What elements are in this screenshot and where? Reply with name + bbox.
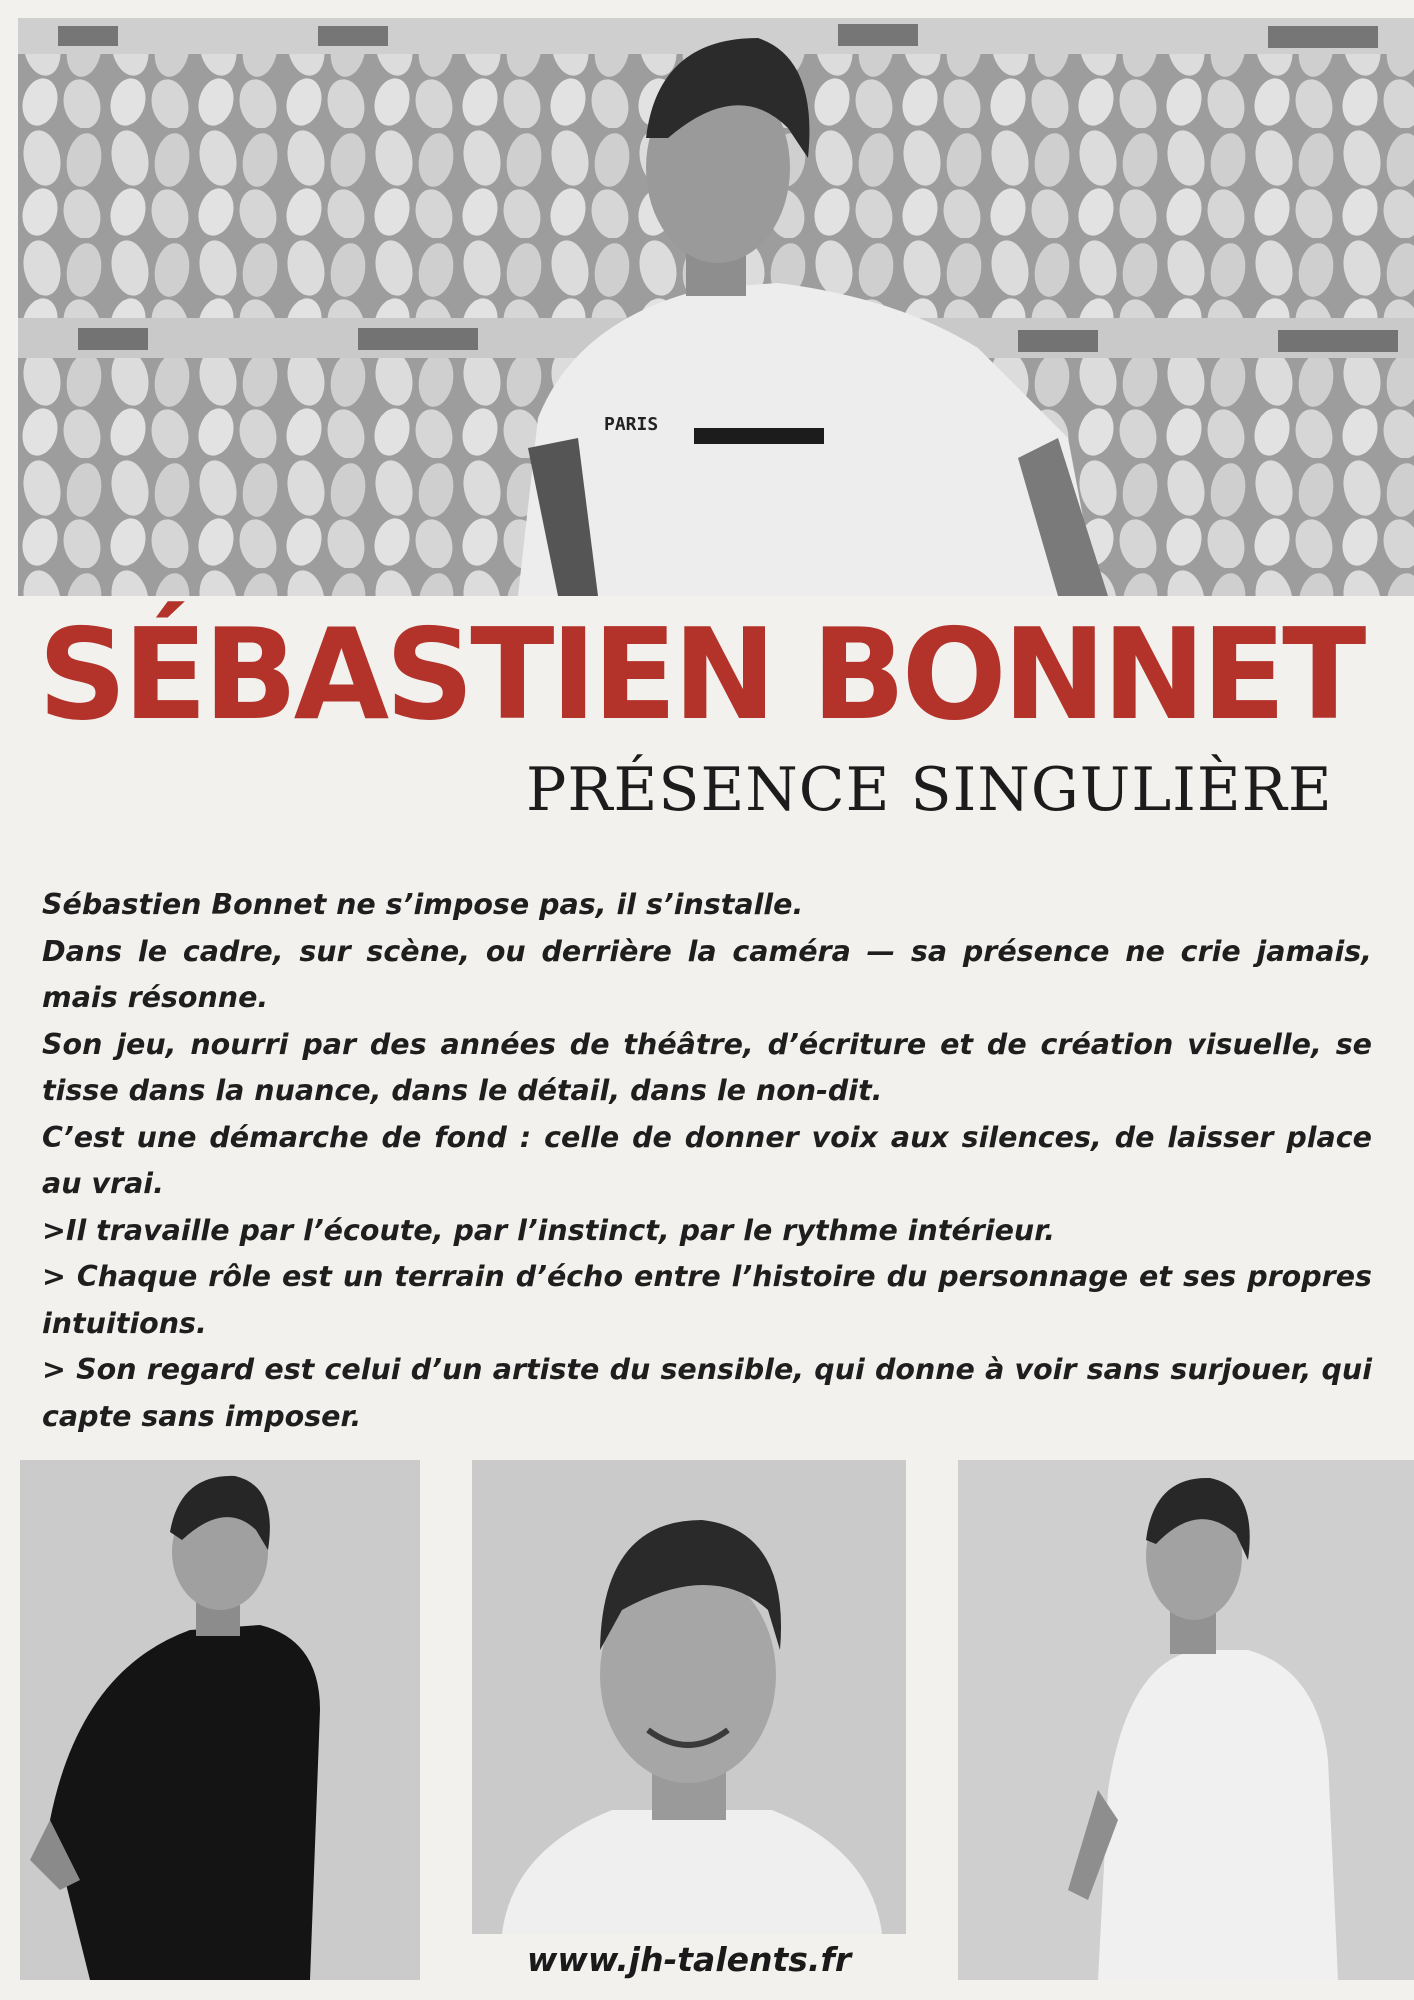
hero-shirt-text: PARIS (604, 414, 659, 435)
bio-paragraph: Sébastien Bonnet ne s’impose pas, il s’installe. (42, 888, 804, 921)
hero-photo-illustration (18, 18, 1414, 596)
bio-paragraph: > Son regard est celui d’un artiste du sensible, qui donne à voir sans surjouer, qui capte sans imposer. (42, 1353, 1372, 1433)
website-link[interactable]: www.jh-talents.fr (526, 1940, 852, 1979)
portrait-photo-smiling (472, 1460, 906, 1934)
bio-paragraph: C’est une démarche de fond : celle de donner voix aux silences, de laisser place au vrai. (42, 1120, 1372, 1200)
portrait-photo-looking-up (958, 1460, 1414, 1980)
bio-paragraph: Son jeu, nourri par des années de théâtre, d’écriture et de création visuelle, se tisse dans la nuance, dans le détail, dans le non-dit. (42, 1027, 1372, 1107)
bio-paragraph: >Il travaille par l’écoute, par l’instinct, par le rythme intérieur. (42, 1213, 1056, 1247)
actor-name-title: SÉBASTIEN BONNET (38, 601, 1363, 748)
photo-illustration-center (472, 1460, 906, 1934)
photo-illustration-right (958, 1460, 1414, 1980)
bio-paragraph: > Chaque rôle est un terrain d’écho entre l’histoire du personnage et ses propres intuitions. (42, 1260, 1372, 1340)
portrait-photo-dark-shirt (20, 1460, 420, 1980)
bio-text (42, 882, 1372, 1440)
tagline: PRÉSENCE SINGULIÈRE (526, 755, 1333, 825)
bio-paragraph: Dans le cadre, sur scène, ou derrière la caméra — sa présence ne crie jamais, mais résonne. (42, 934, 1372, 1014)
hero-portrait-photo (18, 18, 1414, 596)
photo-illustration-left (20, 1460, 420, 1980)
